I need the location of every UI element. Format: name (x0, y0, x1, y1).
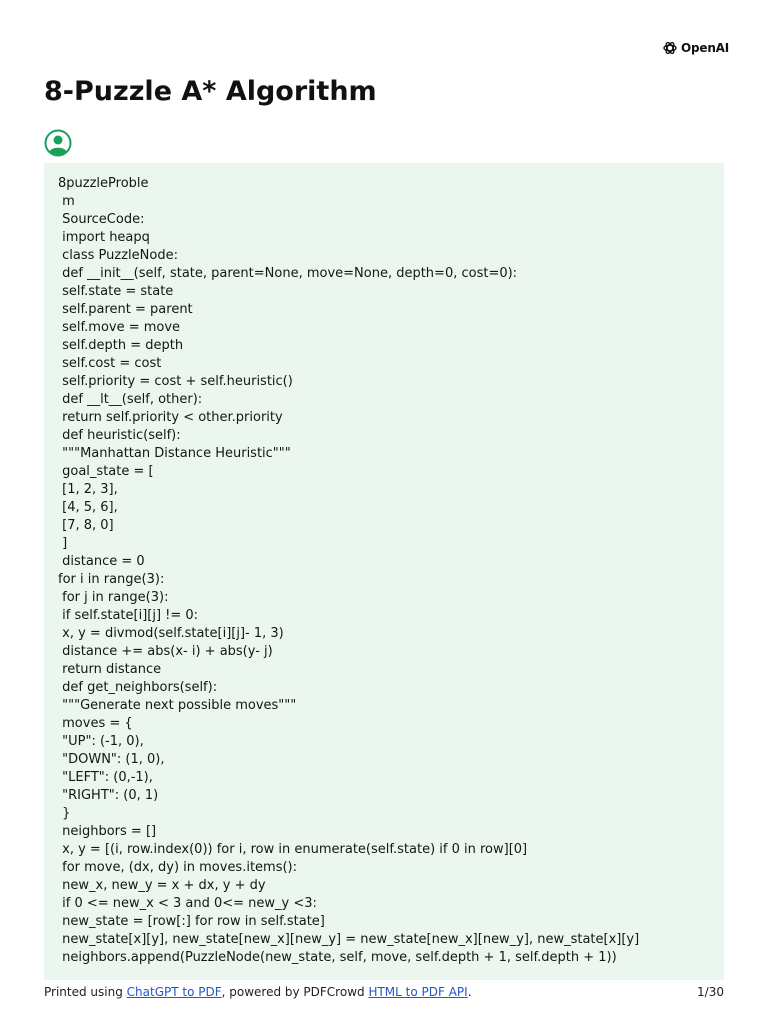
user-message (44, 163, 724, 980)
code-line: if 0 <= new_x < 3 and 0<= new_y <3: (58, 896, 317, 911)
code-line: SourceCode: (58, 212, 145, 227)
code-line: for move, (dx, dy) in moves.items(): (58, 860, 298, 875)
code-line: moves = { (58, 716, 133, 731)
code-line: distance = 0 (58, 554, 145, 569)
user-avatar-icon (44, 129, 72, 157)
code-line: } (58, 806, 71, 821)
code-line: new_state[x][y], new_state[new_x][new_y] = new_state[new_x][new_y], new_state[x][y] (58, 932, 640, 947)
code-line: "RIGHT": (0, 1) (58, 788, 159, 803)
footer (44, 985, 724, 999)
footer-prefix: Printed using (44, 985, 127, 999)
openai-logo-icon (662, 40, 678, 56)
code-line: [4, 5, 6], (58, 500, 118, 515)
code-line: ] (58, 536, 68, 551)
code-line: return self.priority < other.priority (58, 410, 283, 425)
code-line: 8puzzleProble (58, 176, 149, 191)
code-line: "LEFT": (0,-1), (58, 770, 153, 785)
code-line: self.depth = depth (58, 338, 184, 353)
code-line: self.cost = cost (58, 356, 162, 371)
code-line: new_state = [row[:] for row in self.state] (58, 914, 325, 929)
code-line: goal_state = [ (58, 464, 154, 479)
code-line: neighbors = [] (58, 824, 157, 839)
code-line: x, y = divmod(self.state[i][j]- 1, 3) (58, 626, 284, 641)
code-line: "DOWN": (1, 0), (58, 752, 165, 767)
code-line: x, y = [(i, row.index(0)) for i, row in enumerate(self.state) if 0 in row][0] (58, 842, 528, 857)
footer-suffix: . (467, 985, 472, 999)
code-line: return distance (58, 662, 162, 677)
code-line: def __lt__(self, other): (58, 392, 203, 407)
footer-middle: , powered by PDFCrowd (221, 985, 369, 999)
openai-logo-text: OpenAI (681, 41, 730, 55)
code-line: [7, 8, 0] (58, 518, 114, 533)
code-line: def __init__(self, state, parent=None, move=None, depth=0, cost=0): (58, 266, 518, 281)
code-line: neighbors.append(PuzzleNode(new_state, self, move, self.depth + 1, self.depth + 1)) (58, 950, 617, 965)
code-line: import heapq (58, 230, 150, 245)
code-line: [1, 2, 3], (58, 482, 118, 497)
code-line: for j in range(3): (58, 590, 169, 605)
code-line: if self.state[i][j] != 0: (58, 608, 199, 623)
message-code-block (58, 175, 724, 967)
code-line: def heuristic(self): (58, 428, 181, 443)
code-line: m (58, 194, 75, 209)
code-line: """Manhattan Distance Heuristic""" (58, 446, 291, 461)
code-line: self.state = state (58, 284, 174, 299)
code-line: new_x, new_y = x + dx, y + dy (58, 878, 266, 893)
code-line: for i in range(3): (58, 572, 165, 587)
html-to-pdf-api-link[interactable]: HTML to PDF API (368, 985, 468, 999)
chatgpt-to-pdf-link[interactable]: ChatGPT to PDF (126, 985, 222, 999)
code-line: self.move = move (58, 320, 181, 335)
code-line: """Generate next possible moves""" (58, 698, 297, 713)
openai-logo (662, 40, 729, 56)
code-line: "UP": (-1, 0), (58, 734, 144, 749)
code-line: distance += abs(x- i) + abs(y- j) (58, 644, 273, 659)
page-title: 8-Puzzle A* Algorithm (44, 76, 377, 107)
code-line: def get_neighbors(self): (58, 680, 218, 695)
code-line: class PuzzleNode: (58, 248, 178, 263)
code-line: self.parent = parent (58, 302, 193, 317)
page-number: 1/30 (697, 985, 724, 999)
code-line: self.priority = cost + self.heuristic() (58, 374, 293, 389)
